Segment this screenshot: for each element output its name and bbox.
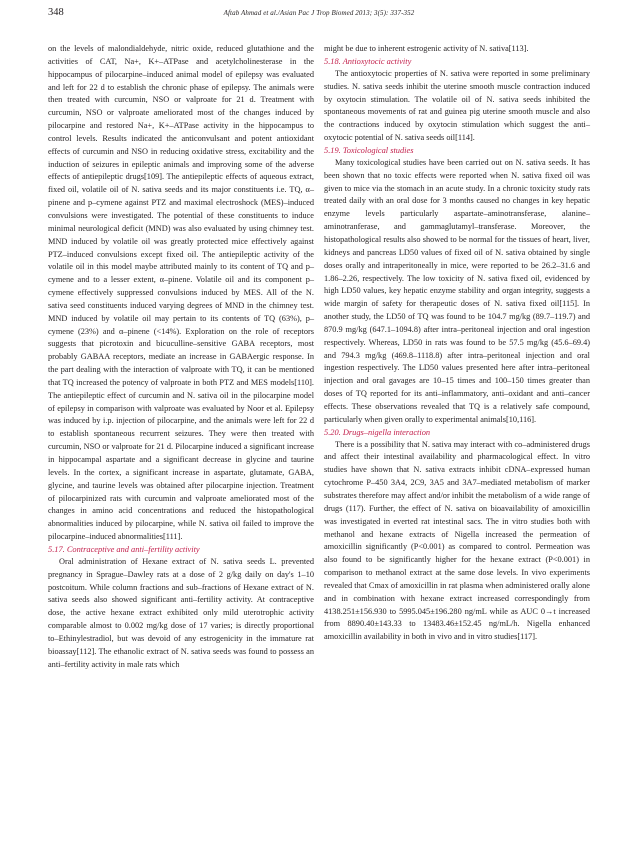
section-heading: 5.19. Toxicological studies: [324, 145, 414, 155]
paragraph: might be due to inherent estrogenic activity of N. sativa[113].: [324, 44, 529, 53]
page-number: 348: [48, 7, 64, 18]
left-column: [48, 43, 314, 672]
section-heading: 5.18. Antioxytocic activity: [324, 56, 412, 66]
paragraph: The antioxytocic properties of N. sativa were reported in some preliminary studies. N. sativa seeds inhibit the uterine smooth muscle contraction induced by oxytocin stimulation. The volatile oil of N. sativa seeds inhibited the spontaneous movements of rat and guinea pig uterine smooth muscle and also the contractions induced by oxytocin stimulation which suggest the anti–oxytocic potential of N. sativa seeds oil[114].: [324, 68, 590, 143]
paragraph: Many toxicological studies have been carried out on N. sativa seeds. It has been shown that no toxic effects were reported when N. sativa fixed oil was given to mice via the stomach in an acute study. In a chronic toxicity study rats treated daily with an oral dose for 3 months caused no changes in key hepatic enzyme levels particularly aspartate–aminotransferase, alanine–aminotranferase, and gammaglutamyl–transferase. Moreover, the histopathological results also showed to be normal for the tissues of heart, liver, kidneys and pancreas LD50 values of fixed oil of N. sativa obtained by single doses orally and intraperitoneally in mice, were reported to be 26.2–31.6 and 1.86–2.26, respectively. The low toxicity of N. sativa fixed oil, evidenced by high LD50 values, key hepatic enzyme stability and organ integrity, suggests a wide margin of safety for therapeutic doses of N. sativa fixed oil[115]. In another study, the LD50 of TQ was found to be 104.7 mg/kg (89.7–119.7) and 870.9 mg/kg (647.1–1094.8) after intra–peritoneal injection and oral ingestion respectively. Whereas, LD50 in rats was found to be 57.5 mg/kg (45.6–69.4) and 794.3 mg/kg (469.8–1118.8) after intra–peritoneal injection and oral ingestion respectively. The LD50 values presented here after intra–peritoneal injection and oral gavages are 10–15 times and 100–150 times greater than doses of TQ reported for its anti–inflammatory, anti–oxidant and anti–cancer effects. These observations revealed that TQ is a relatively safe compound, particularly when given orally to experimental animals[10,116].: [324, 157, 590, 424]
paragraph: There is a possibility that N. sativa may interact with co–administered drugs and affect their intestinal availability and pharmacological effect. In vitro studies have shown that N. sativa extracts inhibit cDNA–expressed human cytochrome P–450 3A4, 2C9, 3A5 and 3A7–mediated metabolism of marker substrates therefore may affect and/or inhibit the metabolism of a wide range of drugs (117). Further, the effect of N. sativa on bioavailability of amoxicillin was investigated in everted rat intestinal sacs. The in vitro studies both with methanol and hexane extracts of Nigella increased the permeation of amoxicillin significantly (P<0.001) as compared to control. Permeation was also found to be significantly higher for the hexane extract (P<0.001) in comparison to methanol extract at the same dose levels. In vivo experiments revealed that Cmax of amoxicillin in rat plasma when administered orally alone and in combination with hexane extract increased correspondingly from 4138.251±156.930 to 5995.045±196.280 ng/mL while as AUC 0→t increased from 8890.40±143.33 to 13483.46±152.45 ng/mL/h. Nigella enhanced amoxicillin availability in both in vivo and in vitro studies[117].: [324, 439, 590, 642]
right-column: [324, 43, 590, 644]
paragraph: on the levels of malondialdehyde, nitric oxide, reduced glutathione and the activities of CAT, Na+, K+–ATPase and acetylcholinesterase in the hippocampus of pilocarpine–induced animal model of epilepsy was evaluated and left for 22 d to establish the chronic phase of epilepsy. The animals were then treated with curcumin, NSO or valproate for 21 d. Treatment with curcumin, NSO or valproate ameliorated most of the changes induced by pilocarpine and restored Na+, K+–ATPase activity in the hippocampus to control levels. Results indicated the anticonvulsant and potent antioxidant effects of curcumin and NSO in reducing oxidative stress, excitability and the induction of seizures in epileptic animals and improving some of the adverse effects of antiepileptic drugs[109]. The antiepileptic effects of aqueous extract, fixed oil, volatile oil of N. sativa seeds and its major constituents i.e. TQ, α–pinene and p–cymene against PTZ and maximal electroshock (MES)–induced convulsions were investigated. The potential of these constituents to induce minimal neurological deficit (MND) was also evaluated by using chimney test. MND induced by volatile oil was greatly protected mice effectively against PTZ–induced convulsions except fixed oil. The antiepileptic activity of the volatile oil in this model maybe attributed mainly to its content of TQ and p–cymene and to a lesser extent, α–pinene. Volatile oil and its component p–cymene effectively suppressed convulsions induced by MES. All of the N. sativa seed constituents induced varying degrees of MND in the chimney test. MND induced by volatile oil may pertain to its contents of TQ (63%), p–cymene (23%) and α–pinene (<14%). Exploration on the role of receptors suggests that picrotoxin and bicuculline–sensitive GABA receptors, most probably GABAA receptors, mediate an increase in GABAergic response. In the part dealing with the interaction of valproate with TQ, it can be mentioned that TQ increased the potency of valproate in both PTZ and MES models[110]. The antiepileptic effect of curcumin and N. sativa oil in the pilocarpine model of epilepsy in comparison with valproate was evaluated by Noor et al. Epilepsy was induced by i.p. injection of pilocarpine, and the animals were left for 22 d to establish spontaneous recurrent seizures. They were then treated with curcumin, NSO or valproate for 21 d. Pilocarpine induced a significant increase in hippocampal aspartate and a significant decrease in glycine and taurine levels. In the cortex, a significant increase in aspartate, glutamate, GABA, glycine, and taurine levels was obtained after pilocarpine injection. Treatment of pilocarpinized rats with curcumin and valproate ameliorated most of the changes in amino acid concentrations and reduced the histopathological abnormalities induced by pilocarpine, while N. sativa oil failed to improve the pilocarpine–induced abnormalities[111].: [48, 44, 314, 542]
running-head: Aftab Ahmad et al./Asian Pac J Trop Biomed 2013; 3(5): 337-352: [223, 9, 415, 17]
paragraph: Oral administration of Hexane extract of N. sativa seeds L. prevented pregnancy in Sprague–Dawley rats at a dose of 2 g/kg daily on day's 1–10 postcoitum. While column fractions and sub–fractions of Hexane extract of N. sativa seeds also showed significant anti–fertility activity. At contraceptive dose, the active hexane extract exhibited only mild uterotrophic activity comparable almost to 0.002 mg/kg dose of 17 varies; is directly proportional to–Ethinylestradiol, but was devoid of any estrogenicity in the immature rat bioassay[112]. The ethanolic extract of N. sativa seeds was found to possess an anti–fertility activity in male rats which: [48, 556, 314, 669]
section-heading: 5.20. Drugs–nigella interaction: [324, 427, 431, 437]
section-heading: 5.17. Contraceptive and anti–fertility activity: [48, 544, 200, 554]
